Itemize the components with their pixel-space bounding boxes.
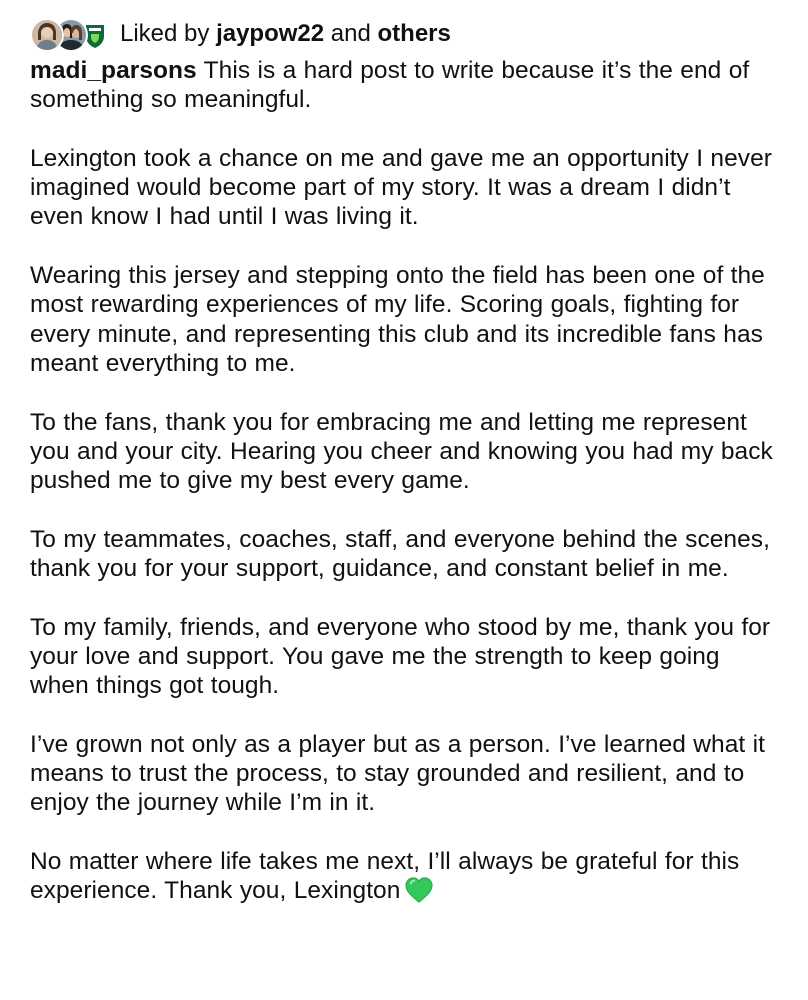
liked-by-text: [120, 19, 451, 49]
caption-first-paragraph: [30, 56, 776, 115]
caption-last-line: No matter where life takes me next, I’ll always be grateful for this experience. Thank you, Lexington: [30, 848, 740, 905]
liker-avatars[interactable]: [30, 18, 110, 50]
liked-by-others-link[interactable]: others: [377, 20, 451, 47]
caption-paragraph: Lexington took a chance on me and gave me an opportunity I never imagined would become part of my story. It was a dream I didn’t even know I had until I was living it.: [30, 144, 772, 231]
caption-paragraph: I’ve grown not only as a player but as a person. I’ve learned what it means to trust the process, to stay grounded and resilient, and to enjoy the journey while I’m in it.: [30, 730, 765, 817]
caption-body: [30, 56, 776, 906]
caption-paragraph: To the fans, thank you for embracing me and letting me represent you and your city. Hearing you cheer and knowing you had my back pushed me to give my best every game.: [30, 408, 773, 495]
caption-paragraph: Wearing this jersey and stepping onto the field has been one of the most rewarding experiences of my life. Scoring goals, fighting for every minute, and representing this club and its incredible fans has meant everything to me.: [30, 262, 765, 377]
liked-by-user-link[interactable]: jaypow22: [216, 20, 325, 47]
caption-username-link[interactable]: madi_parsons: [30, 57, 197, 84]
avatar[interactable]: [30, 18, 64, 52]
caption-last-paragraph: [30, 847, 776, 906]
likes-row[interactable]: [30, 14, 776, 54]
liked-by-connector: and: [330, 20, 371, 47]
liked-by-prefix: Liked by: [120, 20, 210, 47]
avatar-photo-icon: [32, 20, 62, 50]
caption-first-line: This is a hard post to write because it’s the end of something so meaningful.: [30, 57, 750, 114]
caption-paragraph: To my family, friends, and everyone who stood by me, thank you for your love and support. You gave me the strength to keep going when things got tough.: [30, 613, 771, 700]
caption-paragraph: To my teammates, coaches, staff, and everyone behind the scenes, thank you for your support, guidance, and constant belief in me.: [30, 525, 770, 583]
green-heart-emoji-icon: [404, 876, 434, 904]
